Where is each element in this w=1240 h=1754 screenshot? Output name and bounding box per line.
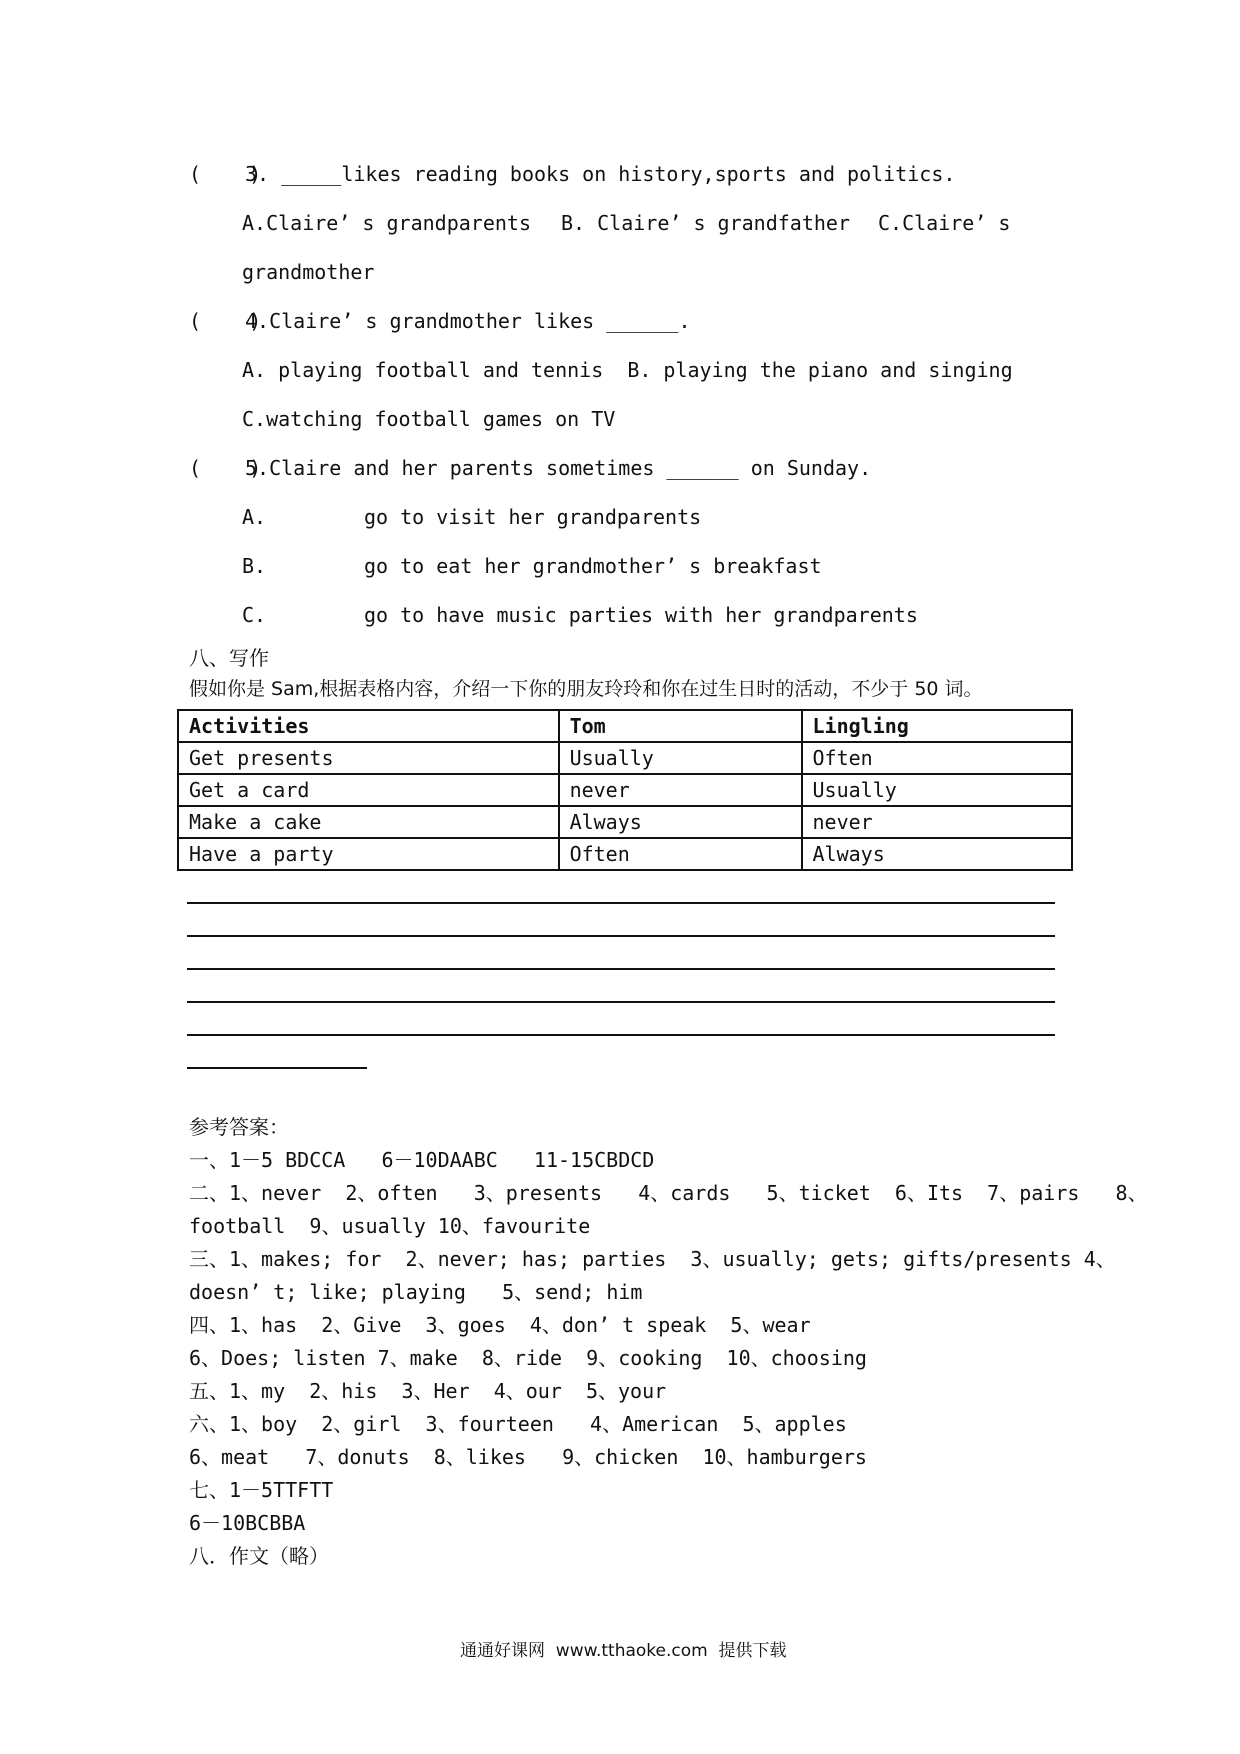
question-5-option-c-text: go to have music parties with her grandparents <box>364 603 918 627</box>
activities-table <box>177 709 1073 871</box>
question-4-option-c: C.watching football games on TV <box>242 407 616 431</box>
answer-line: 6－10BCBBA <box>189 1511 306 1535</box>
table-cell: Usually <box>802 774 1072 806</box>
page-footer: 通通好课网 www.tthaoke.com 提供下载 <box>460 1641 787 1661</box>
table-row <box>178 806 1072 838</box>
writing-heading: 八、写作 <box>189 646 269 670</box>
writing-line[interactable] <box>187 935 1055 937</box>
question-3-option-a: A.Claire’ s grandparents <box>242 211 531 235</box>
answer-line: 6、Does; listen 7、make 8、ride 9、cooking 10、choosing <box>189 1346 867 1370</box>
writing-line[interactable] <box>187 902 1055 904</box>
table-cell: Often <box>559 838 802 870</box>
table-row <box>178 774 1072 806</box>
question-5-paren: ( ) <box>189 456 262 480</box>
table-header-lingling: Lingling <box>802 710 1072 742</box>
table-header-row <box>178 710 1072 742</box>
table-cell: Usually <box>559 742 802 774</box>
answer-line: doesn’ t; like; playing 5、send; him <box>189 1280 643 1304</box>
question-5-option-b-text: go to eat her grandmother’ s breakfast <box>364 554 822 578</box>
table-header-tom: Tom <box>559 710 802 742</box>
answer-line: football 9、usually 10、favourite <box>189 1214 591 1238</box>
question-5-option-a-text: go to visit her grandparents <box>364 505 702 529</box>
table-cell: Always <box>802 838 1072 870</box>
writing-line[interactable] <box>187 968 1055 970</box>
question-5-option-b-letter: B. <box>242 554 267 578</box>
answer-line: 一、1－5 BDCCA 6－10DAABC 11-15CBDCD <box>189 1148 655 1172</box>
question-3-stem: 3. _____likes reading books on history,sports and politics. <box>245 162 956 186</box>
table-header-activities: Activities <box>178 710 559 742</box>
table-cell: Make a cake <box>178 806 559 838</box>
answer-line: 6、meat 7、donuts 8、likes 9、chicken 10、hamburgers <box>189 1445 867 1469</box>
writing-line-short[interactable] <box>187 1067 367 1069</box>
table-cell: never <box>802 806 1072 838</box>
question-3-paren: ( ) <box>189 162 262 186</box>
question-3-option-c-cont: grandmother <box>242 260 375 284</box>
table-cell: Always <box>559 806 802 838</box>
question-3-option-c: C.Claire’ s <box>878 211 1011 235</box>
answer-line: 三、1、makes; for 2、never; has; parties 3、usually; gets; gifts/presents 4、 <box>189 1247 1116 1271</box>
writing-line[interactable] <box>187 1034 1055 1036</box>
question-3-option-b: B. Claire’ s grandfather <box>561 211 850 235</box>
question-5-stem: 5.Claire and her parents sometimes ______ on Sunday. <box>245 456 872 480</box>
table-cell: Get a card <box>178 774 559 806</box>
question-4-paren: ( ) <box>189 309 262 333</box>
answer-line: 七、1－5TTFTT <box>189 1478 334 1502</box>
question-4-options-ab: A. playing football and tennis B. playing the piano and singing <box>242 358 1013 382</box>
table-cell: Get presents <box>178 742 559 774</box>
table-row <box>178 838 1072 870</box>
answer-line: 四、1、has 2、Give 3、goes 4、don’ t speak 5、wear <box>189 1313 811 1337</box>
answer-line: 八．作文（略） <box>189 1544 329 1568</box>
writing-line[interactable] <box>187 1001 1055 1003</box>
question-5-option-c-letter: C. <box>242 603 267 627</box>
table-cell: never <box>559 774 802 806</box>
writing-prompt: 假如你是 Sam,根据表格内容，介绍一下你的朋友玲玲和你在过生日时的活动，不少于 50 词。 <box>189 678 983 700</box>
answer-line: 五、1、my 2、his 3、Her 4、our 5、your <box>189 1379 667 1403</box>
table-cell: Have a party <box>178 838 559 870</box>
answer-line: 六、1、boy 2、girl 3、fourteen 4、American 5、apples <box>189 1412 847 1436</box>
table-cell: Often <box>802 742 1072 774</box>
table-row <box>178 742 1072 774</box>
answers-title: 参考答案： <box>189 1115 289 1139</box>
answer-line: 二、1、never 2、often 3、presents 4、cards 5、ticket 6、Its 7、pairs 8、 <box>189 1181 1148 1205</box>
question-4-stem: 4.Claire’ s grandmother likes ______. <box>245 309 691 333</box>
question-5-option-a-letter: A. <box>242 505 267 529</box>
